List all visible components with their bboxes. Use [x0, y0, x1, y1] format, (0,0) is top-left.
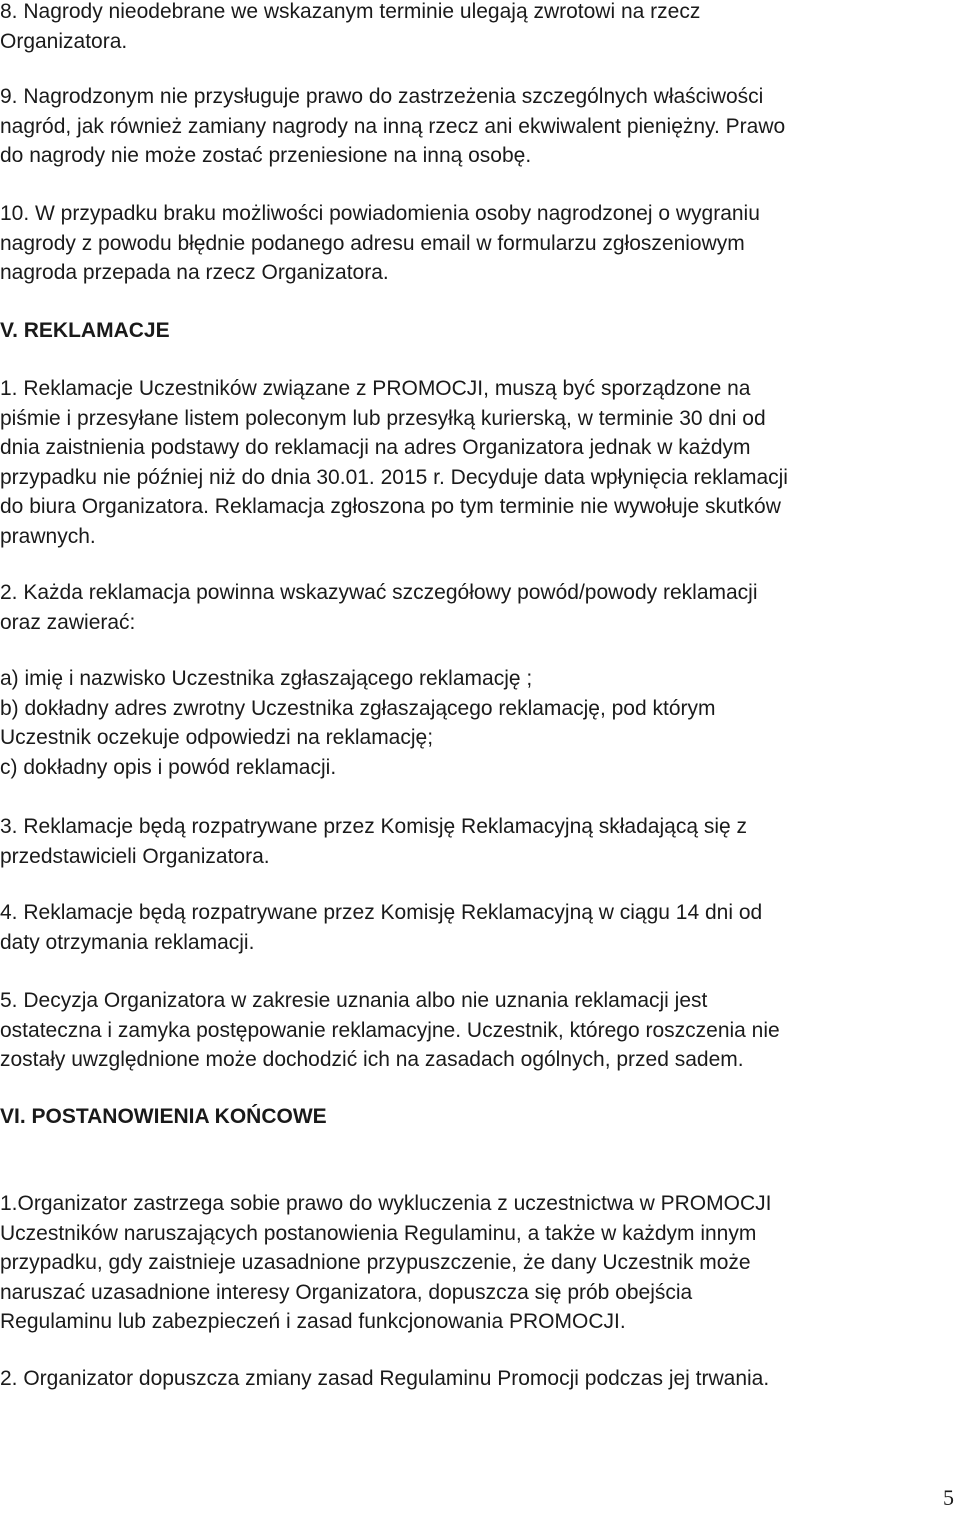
text-line: oraz zawierać:: [0, 610, 136, 634]
text-line: a) imię i nazwisko Uczestnika zgłaszającego reklamację ;: [0, 667, 533, 690]
text-line: 9. Nagrodzonym nie przysługuje prawo do zastrzeżenia szczególnych właściwości: [0, 85, 764, 108]
paragraph-complaint-5: [0, 986, 955, 1075]
text-line: 8. Nagrody nieodebrane we wskazanym terminie ulegają zwrotowi na rzecz: [0, 0, 701, 23]
paragraph-final-2: [0, 1364, 955, 1394]
text-line: nagrody z powodu błędnie podanego adresu email w formularzu zgłoszeniowym: [0, 231, 745, 255]
paragraph-complaint-3: [0, 812, 955, 871]
text-line: ostateczna i zamyka postępowanie reklamacyjne. Uczestnik, którego roszczenia nie: [0, 1018, 780, 1042]
page-number: 5: [943, 1485, 954, 1510]
text-line: 4. Reklamacje będą rozpatrywane przez Komisję Reklamacyjną w ciągu 14 dni od: [0, 901, 763, 924]
text-line: Uczestników naruszających postanowienia Regulaminu, a także w każdym innym: [0, 1221, 757, 1245]
text-line: 2. Każda reklamacja powinna wskazywać szczegółowy powód/powody reklamacji: [0, 581, 758, 604]
paragraph-complaint-1: [0, 374, 955, 551]
text-line: prawnych.: [0, 524, 96, 548]
text-line: 5. Decyzja Organizatora w zakresie uznania albo nie uznania reklamacji jest: [0, 989, 708, 1012]
text-line: przedstawicieli Organizatora.: [0, 844, 270, 868]
text-line: 10. W przypadku braku możliwości powiadomienia osoby nagrodzonej o wygraniu: [0, 202, 760, 225]
text-line: 1. Reklamacje Uczestników związane z PROMOCJI, muszą być sporządzone na: [0, 377, 751, 400]
text-line: 1.Organizator zastrzega sobie prawo do wykluczenia z uczestnictwa w PROMOCJI: [0, 1192, 772, 1215]
paragraph-prize-9: [0, 82, 955, 171]
paragraph-final-1: [0, 1189, 955, 1337]
text-line: c) dokładny opis i powód reklamacji.: [0, 755, 337, 779]
text-line: przypadku, gdy zaistnieje uzasadnione przypuszczenie, że dany Uczestnik może: [0, 1251, 751, 1274]
text-line: do nagrody nie może zostać przeniesione na inną osobę.: [0, 144, 532, 167]
text-line: piśmie i przesyłane listem poleconym lub przesyłką kurierską, w terminie 30 dni od: [0, 406, 766, 430]
paragraph-complaint-2-list: [0, 664, 955, 782]
text-line: dnia zaistnienia podstawy do reklamacji na adres Organizatora jednak w każdym: [0, 436, 751, 459]
text-line: do biura Organizatora. Reklamacja zgłoszona po tym terminie nie wywołuje skutków: [0, 495, 781, 518]
text-line: Regulaminu lub zabezpieczeń i zasad funkcjonowania PROMOCJI.: [0, 1310, 626, 1333]
text-line: 3. Reklamacje będą rozpatrywane przez Komisję Reklamacyjną składającą się z: [0, 815, 748, 838]
text-line: nagród, jak również zamiany nagrody na inną rzecz ani ekwiwalent pieniężny. Prawo: [0, 114, 786, 138]
text-line: 2. Organizator dopuszcza zmiany zasad Regulaminu Promocji podczas jej trwania.: [0, 1367, 770, 1390]
paragraph-complaint-4: [0, 898, 955, 957]
text-line: Organizatora.: [0, 29, 128, 53]
text-line: b) dokładny adres zwrotny Uczestnika zgłaszającego reklamację, pod którym: [0, 696, 716, 720]
text-line: przypadku nie później niż do dnia 30.01. 2015 r. Decyduje data wpłynięcia reklamacji: [0, 465, 788, 489]
paragraph-prize-10: [0, 199, 955, 288]
text-line: Uczestnik oczekuje odpowiedzi na reklamację;: [0, 726, 434, 749]
paragraph-prize-8: [0, 0, 955, 56]
section-heading-postanowienia-koncowe: VI. POSTANOWIENIA KOŃCOWE: [0, 1105, 327, 1128]
section-heading-reklamacje: V. REKLAMACJE: [0, 319, 170, 342]
text-line: nagroda przepada na rzecz Organizatora.: [0, 261, 389, 284]
text-line: naruszać uzasadnione interesy Organizatora, dopuszcza się prób obejścia: [0, 1280, 693, 1304]
text-line: daty otrzymania reklamacji.: [0, 930, 255, 954]
paragraph-complaint-2: [0, 578, 955, 637]
text-line: zostały uwzględnione może dochodzić ich na zasadach ogólnych, przed sadem.: [0, 1048, 744, 1071]
